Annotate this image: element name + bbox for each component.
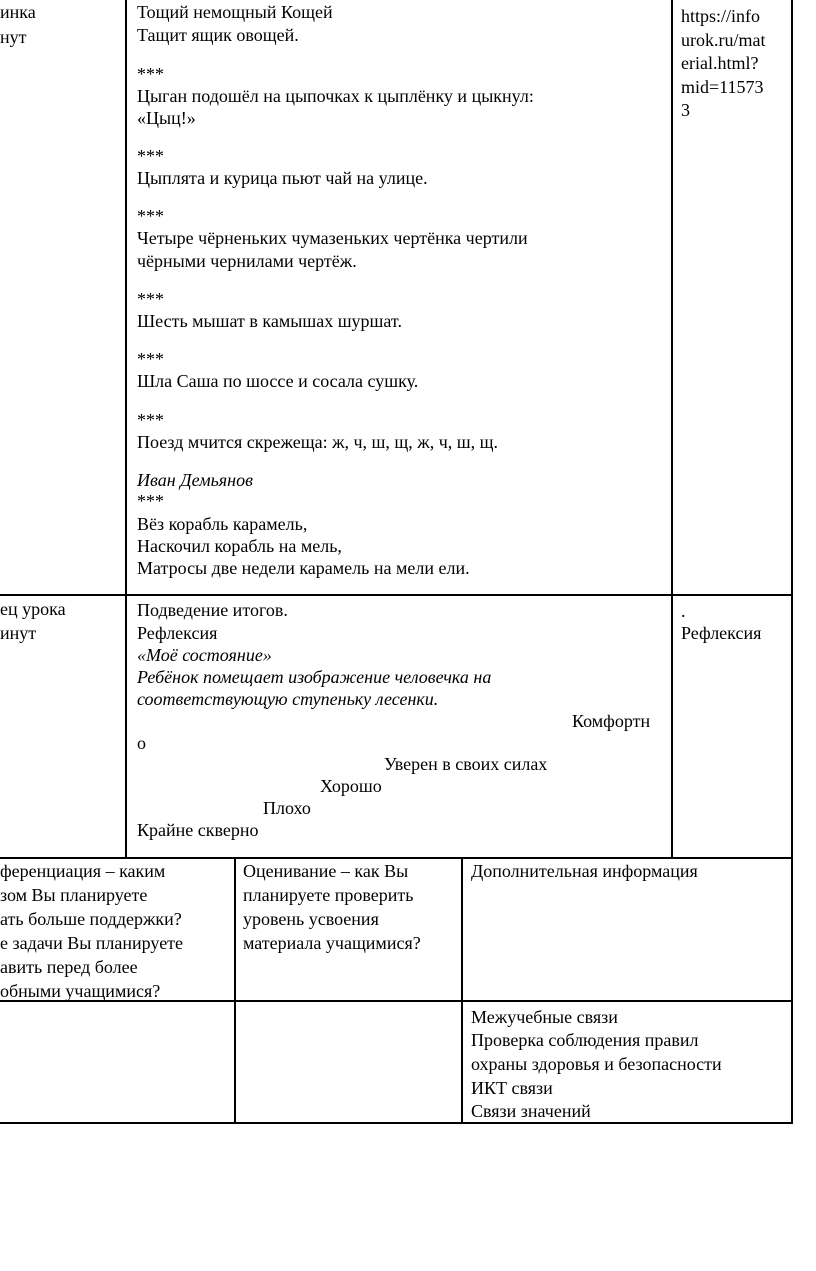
poem-b-line-1: Вёз корабль карамель, xyxy=(137,514,308,534)
diff-header-2: зом Вы планируете xyxy=(0,885,148,905)
row2-right-reflection: Рефлексия xyxy=(681,623,762,643)
tongue-twister-5: Шла Саша по шоссе и сосала сушку. xyxy=(137,371,419,391)
extra-info-line-4: ИКТ связи xyxy=(471,1078,553,1098)
extra-info-line-3: охраны здоровья и безопасности xyxy=(471,1054,722,1074)
resource-url-4: mid=11573 xyxy=(681,77,764,97)
extra-info-line-1: Межучебные связи xyxy=(471,1007,618,1027)
hline-row2-bottom xyxy=(0,857,793,859)
hline-table-bottom xyxy=(0,1122,793,1124)
vline-main-right xyxy=(671,0,673,858)
ladder-good: Хорошо xyxy=(320,776,382,796)
ladder-very-bad: Крайне скверно xyxy=(137,820,259,840)
vline-table-right xyxy=(791,0,793,1124)
instruction-line-1: Ребёнок помещает изображение человечка на xyxy=(137,667,492,687)
author: Иван Демьянов xyxy=(137,470,253,490)
separator: *** xyxy=(137,491,164,511)
row1-left-line-2: нут xyxy=(0,27,27,47)
row2-left-line-2: инут xyxy=(0,623,37,643)
row1-left-line-1: инка xyxy=(0,2,36,22)
ladder-bad: Плохо xyxy=(263,798,311,818)
tongue-twister-1a: Цыган подошёл на цыпочках к цыплёнку и цыкнул: xyxy=(137,86,534,106)
tongue-twister-3a: Четыре чёрненьких чумазеньких чертёнка чертили xyxy=(137,228,528,248)
instruction-line-2: соответствующую ступеньку лесенки. xyxy=(137,689,439,709)
diff-header-5: авить перед более xyxy=(0,957,138,977)
state-title: «Моё состояние» xyxy=(137,645,272,665)
vline-main-left xyxy=(125,0,127,858)
assess-header-3: уровень усвоения xyxy=(243,909,379,929)
reflection-label: Рефлексия xyxy=(137,623,218,643)
row2-right-dot: . xyxy=(681,601,686,621)
poem-b-line-2: Наскочил корабль на мель, xyxy=(137,536,342,556)
resource-url-5: 3 xyxy=(681,100,690,120)
diff-header-6: обными учащимися? xyxy=(0,981,161,1001)
poem-a-line-1: Тощий немощный Кощей xyxy=(137,2,333,22)
vline-bottom-2 xyxy=(461,858,463,1124)
separator: *** xyxy=(137,289,164,309)
separator: *** xyxy=(137,146,164,166)
tongue-twister-1b: «Цыц!» xyxy=(137,108,196,128)
separator: *** xyxy=(137,410,164,430)
ladder-comfort-end: о xyxy=(137,733,146,753)
ladder-confident: Уверен в своих силах xyxy=(384,754,548,774)
tongue-twister-6: Поезд мчится скрежеща: ж, ч, ш, щ, ж, ч, ш, щ. xyxy=(137,432,498,452)
vline-bottom-1 xyxy=(234,858,236,1124)
assess-header-2: планируете проверить xyxy=(243,885,414,905)
hline-row1-bottom xyxy=(0,594,793,596)
resource-url-3: erial.html? xyxy=(681,53,759,73)
row2-left-line-1: ец урока xyxy=(0,599,66,619)
assess-header-1: Оценивание – как Вы xyxy=(243,861,409,881)
diff-header-1: ференциация – каким xyxy=(0,861,166,881)
tongue-twister-3b: чёрными чернилами чертёж. xyxy=(137,251,357,271)
tongue-twister-4: Шесть мышат в камышах шуршат. xyxy=(137,311,402,331)
extra-info-line-2: Проверка соблюдения правил xyxy=(471,1030,699,1050)
assess-header-4: материала учащимися? xyxy=(243,933,421,953)
extra-info-line-5: Связи значений xyxy=(471,1101,591,1121)
separator: *** xyxy=(137,349,164,369)
resource-url-2: urok.ru/mat xyxy=(681,30,766,50)
separator: *** xyxy=(137,206,164,226)
separator: *** xyxy=(137,64,164,84)
diff-header-3: ать больше поддержки? xyxy=(0,909,182,929)
tongue-twister-2: Цыплята и курица пьют чай на улице. xyxy=(137,168,428,188)
resource-url-1: https://info xyxy=(681,6,761,26)
poem-a-line-2: Тащит ящик овощей. xyxy=(137,25,299,45)
poem-b-line-3: Матросы две недели карамель на мели ели. xyxy=(137,558,470,578)
diff-header-4: е задачи Вы планируете xyxy=(0,933,184,953)
summary-title: Подведение итогов. xyxy=(137,600,288,620)
ladder-comfort: Комфортн xyxy=(572,711,651,731)
extra-info-header: Дополнительная информация xyxy=(471,861,698,881)
